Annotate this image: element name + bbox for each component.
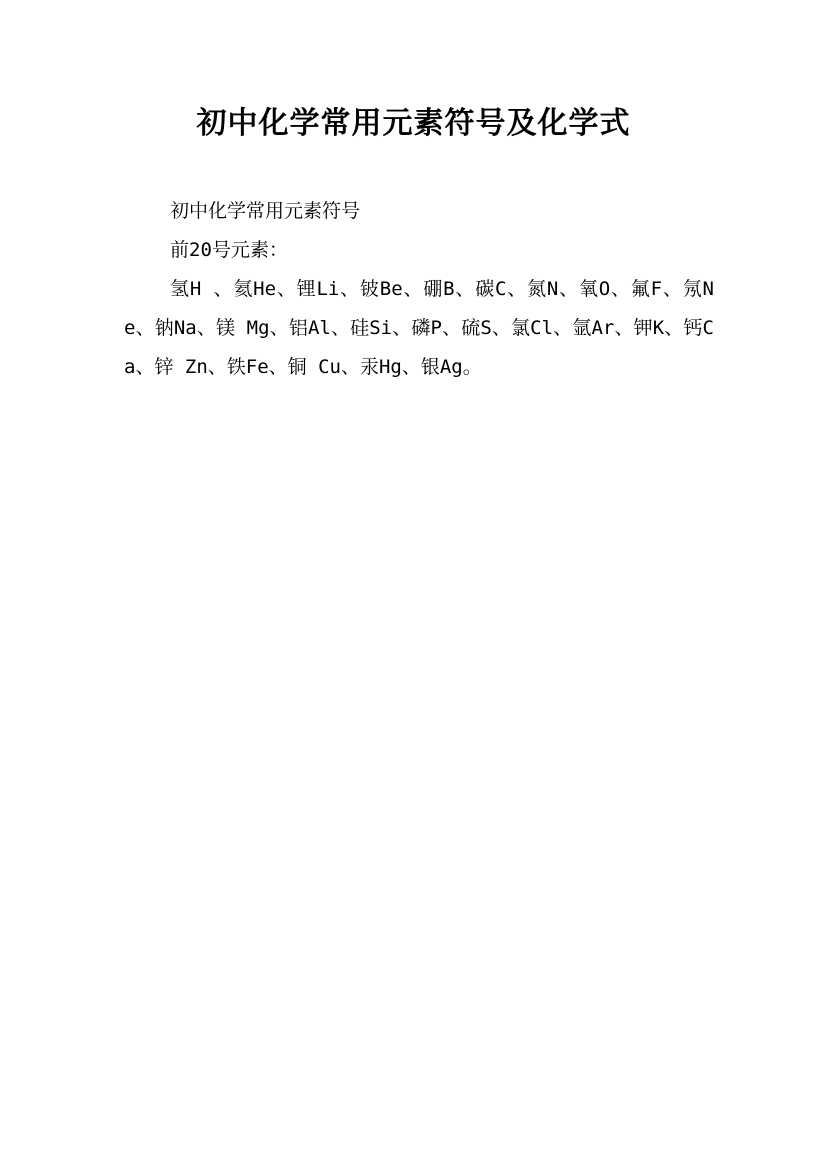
document-body [124, 192, 714, 387]
elements-paragraph: 氢H 、氦He、锂Li、铍Be、硼B、碳C、氮N、氧O、氟F、氖Ne、钠Na、镁 Mg、铝Al、硅Si、磷P、硫S、氯Cl、氩Ar、钾K、钙Ca、锌 Zn、铁Fe、铜 Cu、汞Hg、银Ag。 [124, 278, 714, 378]
subheading: 初中化学常用元素符号 [170, 200, 361, 222]
intro-line: 前20号元素： [170, 239, 288, 261]
document-title: 初中化学常用元素符号及化学式 [196, 106, 631, 141]
